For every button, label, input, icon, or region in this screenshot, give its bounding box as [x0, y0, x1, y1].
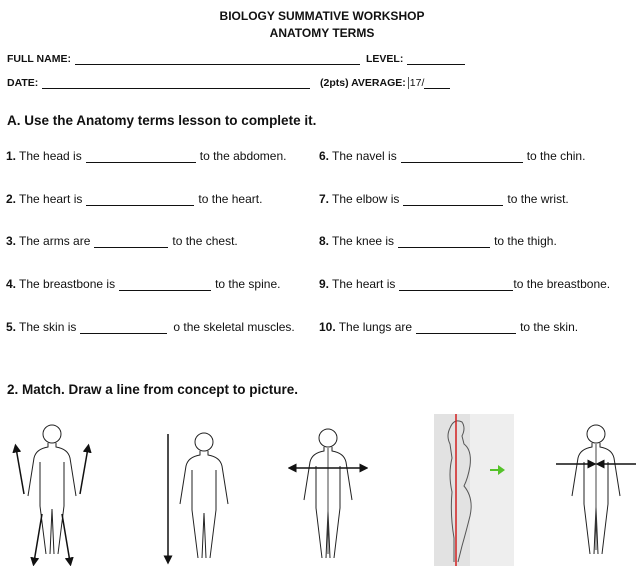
worksheet-subtitle: ANATOMY TERMS: [269, 26, 375, 40]
question-number: 4.: [6, 277, 17, 291]
question-number: 10.: [319, 320, 336, 334]
answer-blank[interactable]: [403, 193, 503, 206]
question-7: [319, 192, 569, 206]
question-text: to the wrist.: [507, 192, 569, 206]
date-label: DATE:: [7, 77, 39, 89]
average-row: [320, 77, 454, 89]
question-text: The head is: [19, 149, 82, 163]
question-text: The arms are: [19, 234, 91, 248]
question-text: The breastbone is: [19, 277, 116, 291]
average-label: (2pts) AVERAGE:: [320, 77, 406, 89]
question-text: to the spine.: [215, 277, 281, 291]
date-field[interactable]: [42, 77, 310, 89]
body-side-profile-figure: [434, 414, 514, 566]
question-8: [319, 234, 557, 248]
question-text: to the breastbone.: [513, 277, 611, 291]
question-4: [6, 277, 280, 291]
question-number: 8.: [319, 234, 330, 248]
average-value: 17/: [409, 77, 425, 89]
question-number: 9.: [319, 277, 330, 291]
question-text: The heart is: [332, 277, 396, 291]
question-3: [6, 234, 238, 248]
level-field[interactable]: [407, 53, 465, 65]
question-5: [6, 320, 295, 334]
question-9: [319, 277, 610, 291]
question-text: The navel is: [332, 149, 397, 163]
question-number: 2.: [6, 192, 17, 206]
question-2: [6, 192, 262, 206]
answer-blank[interactable]: [401, 150, 523, 163]
question-text: to the thigh.: [494, 234, 557, 248]
full-name-row: [7, 53, 364, 65]
question-text: to the abdomen.: [199, 149, 287, 163]
question-number: 5.: [6, 320, 17, 334]
full-name-field[interactable]: [75, 53, 360, 65]
body-horizontal-arrows-figure: [288, 414, 368, 566]
question-number: 7.: [319, 192, 330, 206]
answer-blank[interactable]: [119, 278, 211, 291]
question-text: The skin is: [19, 320, 77, 334]
question-text: The knee is: [332, 234, 395, 248]
question-1: [6, 149, 286, 163]
answer-blank[interactable]: [416, 321, 516, 334]
question-text: to the chest.: [172, 234, 238, 248]
average-field[interactable]: [424, 77, 450, 89]
body-vertical-arrow-figure: [158, 414, 238, 566]
question-10: [319, 320, 578, 334]
answer-blank[interactable]: [94, 235, 168, 248]
question-text: The lungs are: [338, 320, 413, 334]
question-number: 3.: [6, 234, 17, 248]
answer-blank[interactable]: [399, 278, 513, 291]
answer-blank[interactable]: [80, 321, 167, 334]
question-text: to the chin.: [526, 149, 586, 163]
level-row: [366, 53, 469, 65]
answer-blank[interactable]: [86, 193, 194, 206]
question-text: to the heart.: [198, 192, 263, 206]
question-text: to the skin.: [520, 320, 579, 334]
question-number: 1.: [6, 149, 17, 163]
section-a-title: A. Use the Anatomy terms lesson to complete it.: [7, 113, 317, 128]
full-name-label: FULL NAME:: [7, 53, 71, 65]
worksheet-title: BIOLOGY SUMMATIVE WORKSHOP: [219, 9, 425, 23]
question-text: The heart is: [19, 192, 83, 206]
body-inward-arrows-figure: [554, 414, 638, 566]
answer-blank[interactable]: [86, 150, 196, 163]
question-number: 6.: [319, 149, 330, 163]
question-text: The elbow is: [332, 192, 400, 206]
question-text: o the skeletal muscles.: [173, 320, 295, 334]
question-6: [319, 149, 585, 163]
body-outward-arrows-figure: [12, 414, 92, 566]
date-row: [7, 77, 314, 89]
section-2-title: 2. Match. Draw a line from concept to picture.: [7, 382, 299, 397]
level-label: LEVEL:: [366, 53, 404, 65]
answer-blank[interactable]: [398, 235, 490, 248]
